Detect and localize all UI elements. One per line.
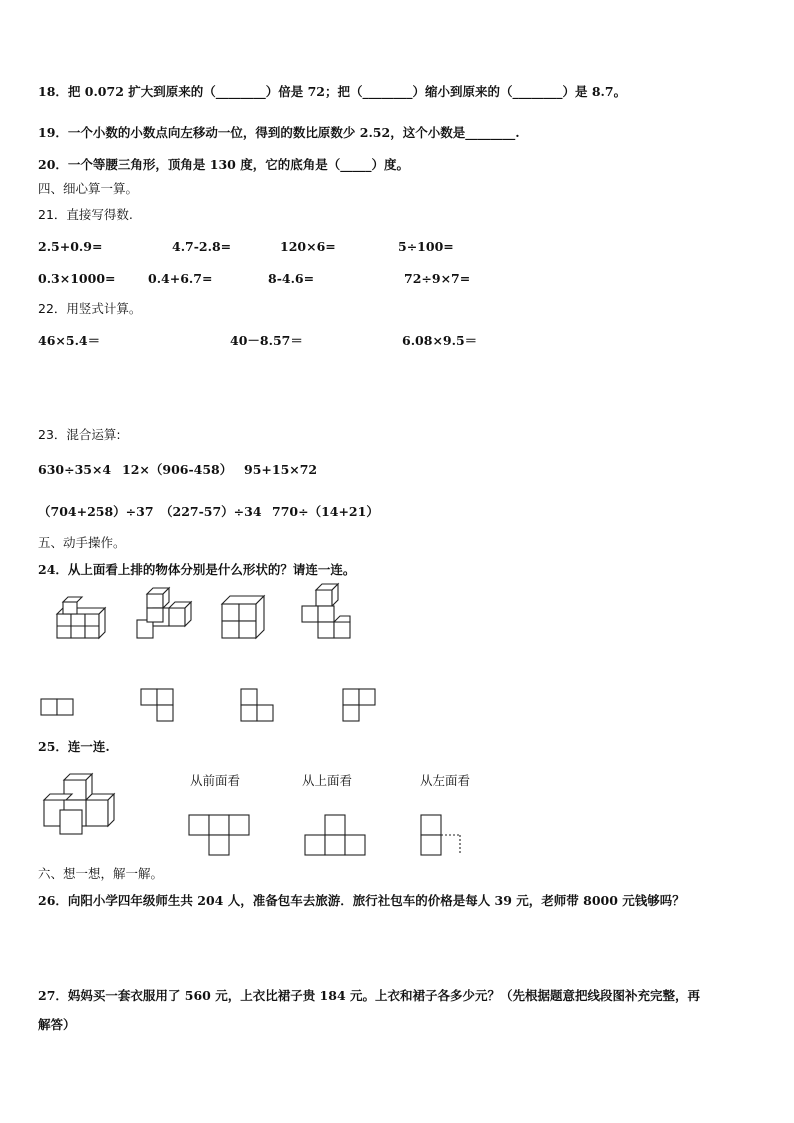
question-22: 22．用竖式计算。 [38,301,142,316]
q21-item: 4.7-2.8= [172,239,232,254]
section-5-heading: 五、动手操作。 [38,535,126,550]
question-19: 19．一个小数的小数点向左移动一位，得到的数比原数少 2.52，这个小数是________. [38,125,520,140]
question-21: 21．直接写得数. [38,207,133,222]
solid-figure [42,772,142,838]
q21-item: 8-4.6= [268,271,315,286]
top-view-shape-1 [40,698,76,718]
question-27: 27．妈妈买一套衣服用了 560 元，上衣比裙子贵 184 元。上衣和裙子各多少元？（先根据题意把线段图补充完整，再 [38,988,700,1003]
top-view-shape-2 [140,688,176,724]
q22-item: 40－8.57＝ [230,333,303,348]
label-front-view: 从前面看 [190,773,241,788]
cube-figure-1 [55,600,105,642]
label-top-view: 从上面看 [302,773,353,788]
cube-figure-3 [220,594,270,640]
q21-item: 0.4+6.7= [148,271,213,286]
q23-item: 95+15×72 [244,462,318,477]
question-26: 26．向阳小学四年级师生共 204 人，准备包车去旅游．旅行社包车的价格是每人 39 元，老师带 8000 元钱够吗？ [38,893,685,908]
q23-item: （227-57）÷34 [160,504,262,519]
q23-item: 630÷35×4 [38,462,112,477]
question-23: 23．混合运算: [38,427,121,442]
cube-figure-2 [135,592,190,642]
q23-item: （704+258）÷37 [38,504,154,519]
section-6-heading: 六、想一想，解一解。 [38,866,164,881]
section-4-heading: 四、细心算一算。 [38,181,139,196]
q21-item: 72÷9×7= [404,271,471,286]
q21-item: 5÷100= [398,239,454,254]
q21-item: 120×6= [280,239,336,254]
cube-figure-4 [300,586,355,642]
question-20: 20．一个等腰三角形，顶角是 130 度，它的底角是（_____）度。 [38,157,409,172]
top-view-shape-4 [342,688,378,724]
question-27-continued: 解答） [38,1017,76,1032]
q21-item: 2.5+0.9= [38,239,103,254]
question-24: 24．从上面看上排的物体分别是什么形状的？请连一连。 [38,562,356,577]
q22-item: 46×5.4＝ [38,333,101,348]
q23-item: 12×（906-458） [122,462,233,477]
question-18: 18．把 0.072 扩大到原来的（________）倍是 72；把（________）缩小到原来的（________）是 8.7。 [38,84,627,99]
top-view-shape [304,814,370,860]
q23-item: 770÷（14+21） [272,504,379,519]
top-view-shape-3 [240,688,276,724]
question-25: 25．连一连. [38,739,110,754]
left-view-shape [420,814,466,860]
q22-item: 6.08×9.5＝ [402,333,478,348]
q21-item: 0.3×1000= [38,271,116,286]
label-left-view: 从左面看 [420,773,471,788]
front-view-shape [188,814,254,860]
